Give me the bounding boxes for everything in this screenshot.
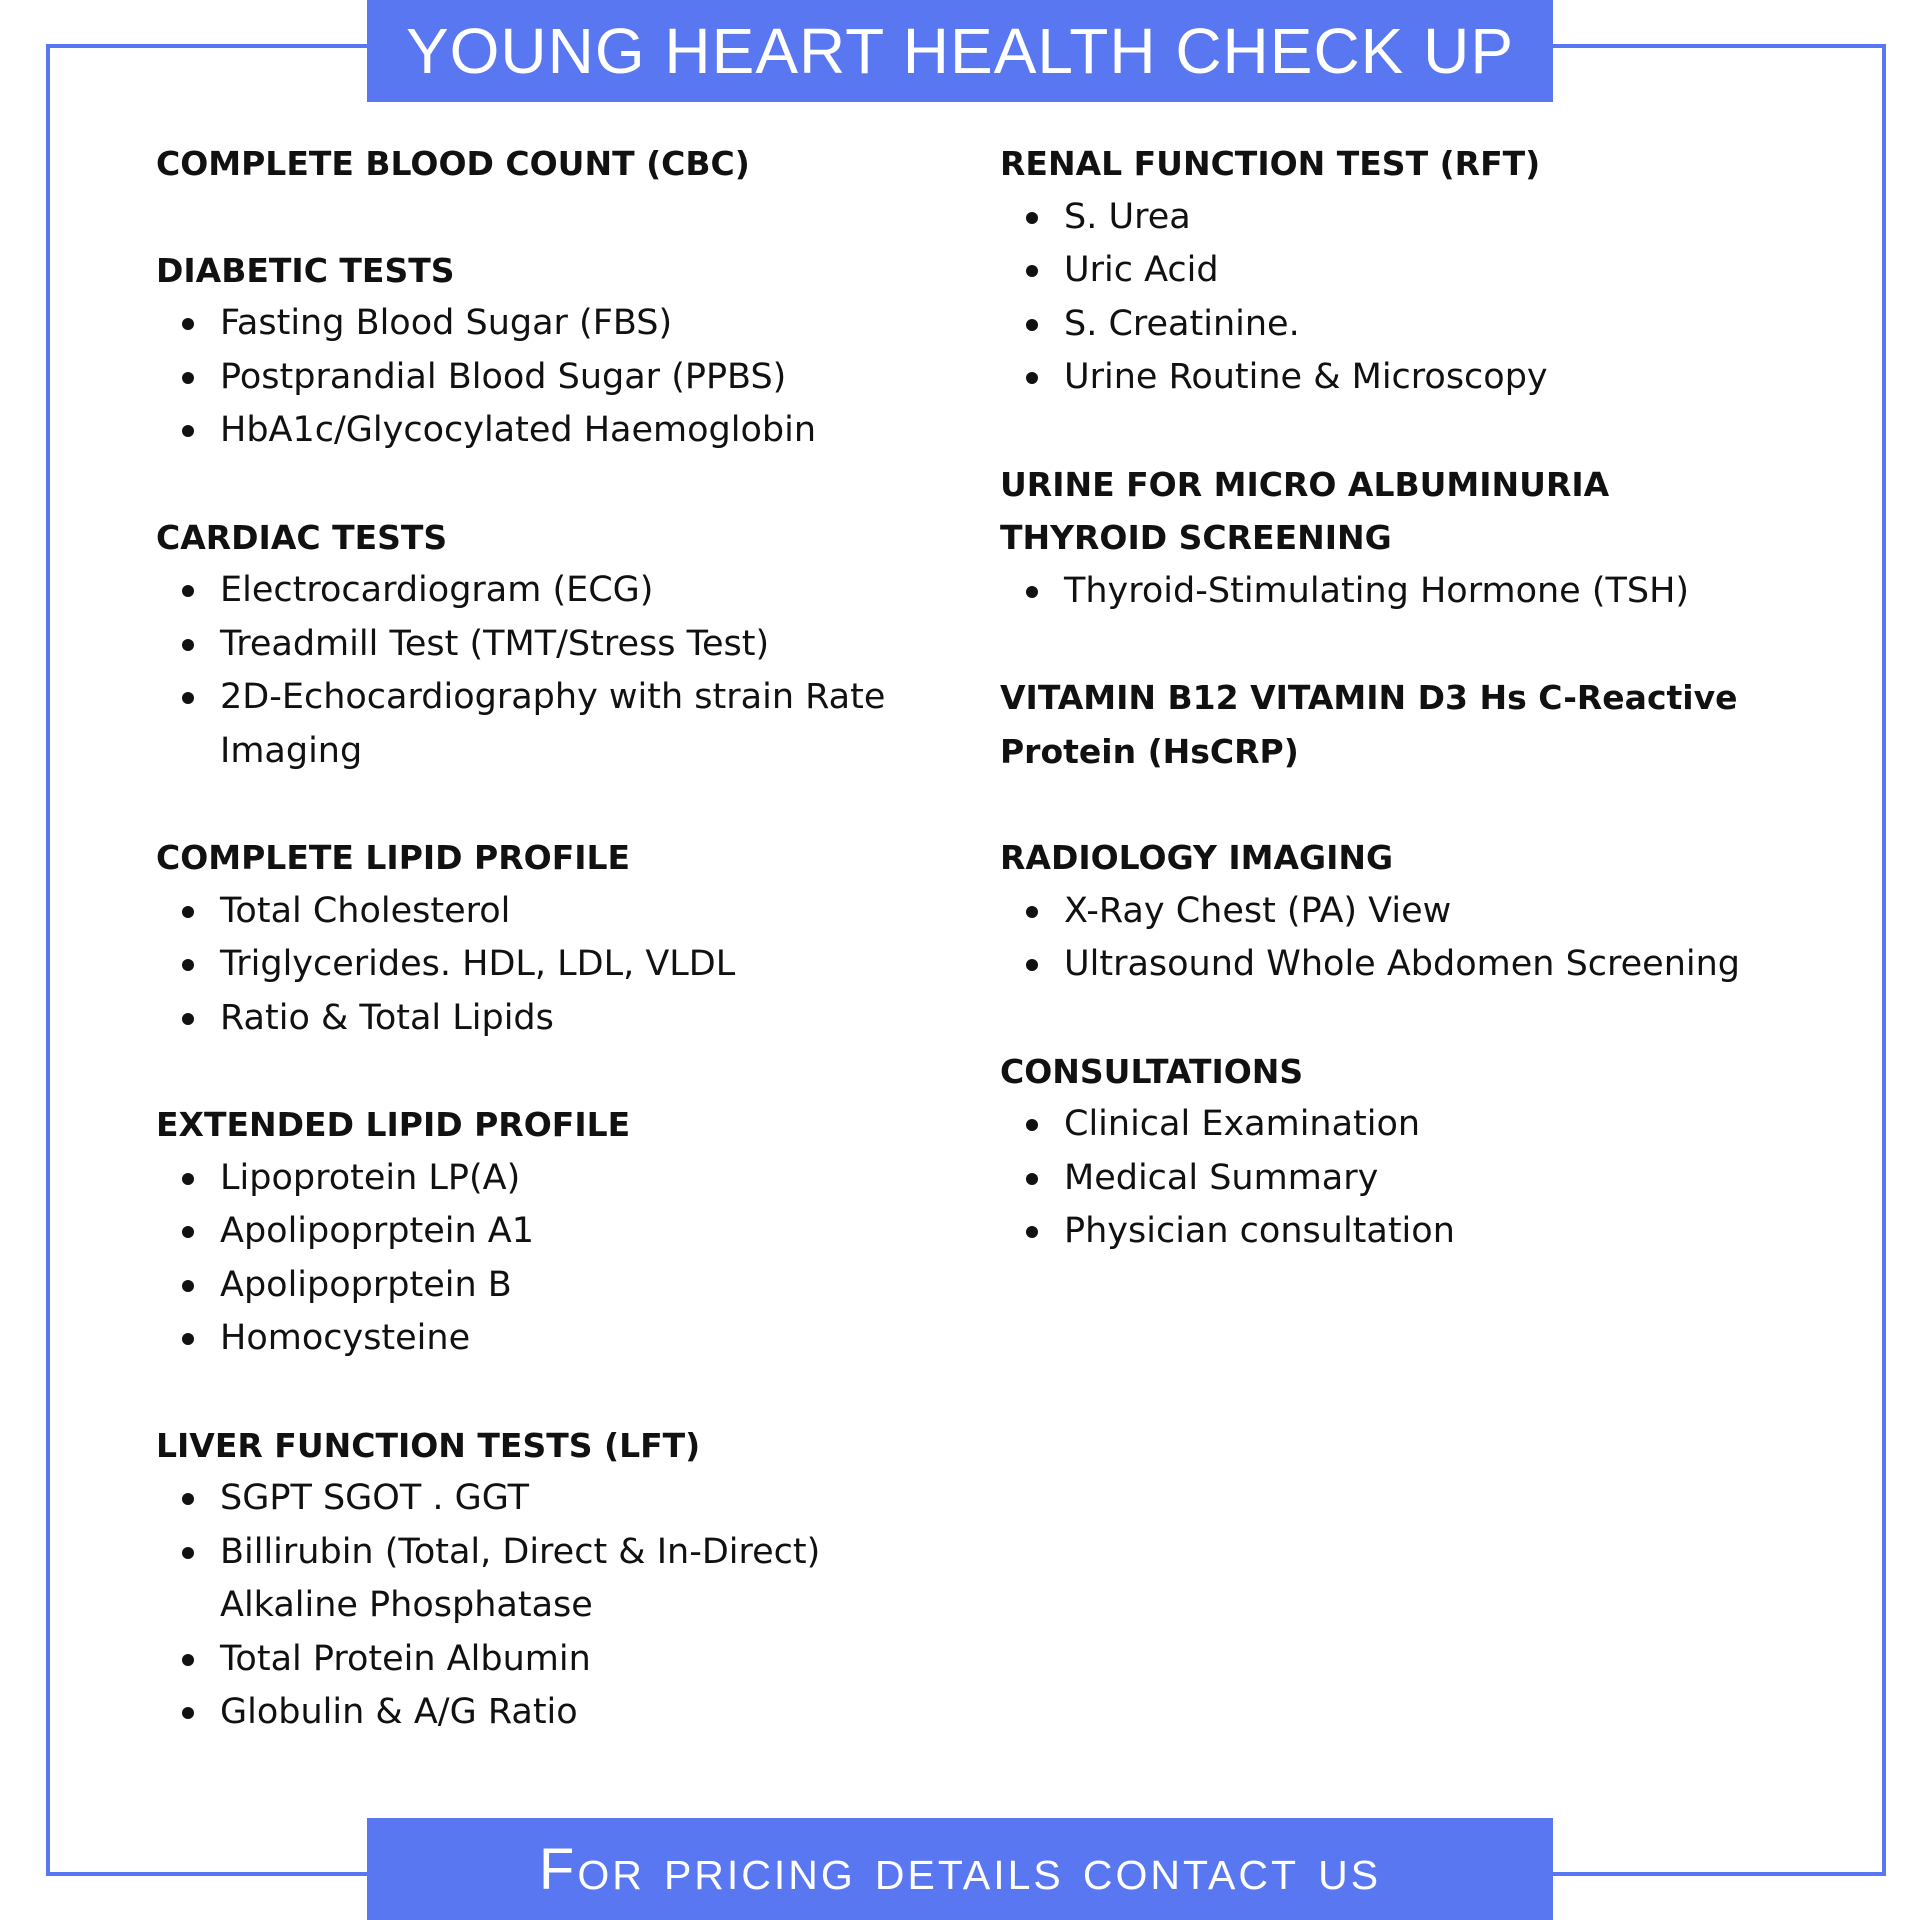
section-heading: COMPLETE BLOOD COUNT (CBC) [156, 144, 750, 183]
bullet-icon [182, 639, 194, 651]
item-list [156, 1152, 976, 1366]
bullet-icon [182, 1333, 194, 1345]
right-column [1000, 137, 1860, 1259]
list-item: X-Ray Chest (PA) View [1000, 885, 1860, 939]
bullet-icon [182, 1654, 194, 1666]
section-heading: DIABETIC TESTS [156, 250, 455, 290]
bullet-icon [182, 1707, 194, 1719]
section-heading: URINE FOR MICRO ALBUMINURIA [1000, 464, 1610, 504]
section-diabetic-tests [156, 244, 976, 458]
list-item: 2D-Echocardiography with strain Rate [156, 671, 976, 725]
bullet-icon [1026, 1173, 1038, 1185]
section-heading: THYROID SCREENING [1000, 518, 1392, 557]
bullet-icon [182, 906, 194, 918]
bullet-icon [1026, 906, 1038, 918]
list-item: Fasting Blood Sugar (FBS) [156, 297, 976, 351]
list-item: Electrocardiogram (ECG) [156, 564, 976, 618]
item-list [156, 297, 976, 458]
bullet-icon [182, 425, 194, 437]
item-list [156, 1633, 976, 1740]
footer-banner [367, 1818, 1553, 1920]
section-renal-function-test [1000, 137, 1860, 405]
list-item: Lipoprotein LP(A) [156, 1152, 976, 1206]
section-heading: RADIOLOGY IMAGING [1000, 838, 1394, 877]
item-list [156, 885, 976, 1046]
section-heading: Protein (HsCRP) [1000, 731, 1299, 771]
list-item: Ratio & Total Lipids [156, 992, 976, 1046]
list-item: SGPT SGOT . GGT [156, 1472, 976, 1526]
section-cbc [156, 137, 976, 191]
item-list [1000, 565, 1860, 619]
section-heading: VITAMIN B12 VITAMIN D3 Hs C-Reactive [1000, 678, 1738, 717]
item-list [1000, 191, 1860, 405]
list-item: Medical Summary [1000, 1152, 1860, 1206]
list-item: Total Cholesterol [156, 885, 976, 939]
section-cardiac-tests [156, 511, 976, 779]
page-title: YOUNG HEART HEALTH CHECK UP [405, 15, 1515, 87]
section-heading: COMPLETE LIPID PROFILE [156, 838, 631, 877]
section-heading: CARDIAC TESTS [156, 517, 448, 557]
list-item: HbA1c/Glycocylated Haemoglobin [156, 404, 976, 458]
bullet-icon [182, 959, 194, 971]
left-column [156, 137, 976, 1740]
list-item: Homocysteine [156, 1312, 976, 1366]
list-item: Postprandial Blood Sugar (PPBS) [156, 351, 976, 405]
section-heading: LIVER FUNCTION TESTS (LFT) [156, 1425, 701, 1465]
list-item-continuation: Imaging [220, 730, 363, 771]
list-item: Uric Acid [1000, 244, 1860, 298]
section-complete-lipid-profile [156, 831, 976, 1045]
item-list [156, 1472, 976, 1579]
list-item: Globulin & A/G Ratio [156, 1686, 976, 1740]
list-item: Total Protein Albumin [156, 1633, 976, 1687]
list-item: Clinical Examination [1000, 1098, 1860, 1152]
bullet-icon [1026, 586, 1038, 598]
bullet-icon [182, 1547, 194, 1559]
section-radiology-imaging [1000, 831, 1860, 992]
list-item: Triglycerides. HDL, LDL, VLDL [156, 938, 976, 992]
item-list [1000, 1098, 1860, 1259]
list-item: Thyroid-Stimulating Hormone (TSH) [1000, 565, 1860, 619]
section-consultations [1000, 1045, 1860, 1259]
bullet-icon [182, 585, 194, 597]
list-item: Apolipoprptein A1 [156, 1205, 976, 1259]
bullet-icon [1026, 372, 1038, 384]
item-list [1000, 885, 1860, 992]
bullet-icon [1026, 959, 1038, 971]
bullet-icon [1026, 1119, 1038, 1131]
bullet-icon [1026, 319, 1038, 331]
section-urine-thyroid [1000, 458, 1860, 619]
header-banner [367, 0, 1553, 102]
section-vitamins [1000, 671, 1860, 778]
bullet-icon [182, 1226, 194, 1238]
section-extended-lipid-profile [156, 1098, 976, 1366]
bullet-icon [1026, 212, 1038, 224]
list-item-continuation: Alkaline Phosphatase [220, 1585, 593, 1625]
bullet-icon [1026, 265, 1038, 277]
bullet-icon [182, 1013, 194, 1025]
bullet-icon [182, 372, 194, 384]
list-item: Urine Routine & Microscopy [1000, 351, 1860, 405]
contact-note: For pricing details contact us [538, 1836, 1382, 1902]
section-heading: RENAL FUNCTION TEST (RFT) [1000, 144, 1541, 183]
list-item: S. Creatinine. [1000, 298, 1860, 352]
list-item: Physician consultation [1000, 1205, 1860, 1259]
list-item: Apolipoprptein B [156, 1259, 976, 1313]
list-item: Treadmill Test (TMT/Stress Test) [156, 618, 976, 672]
item-list [156, 564, 976, 725]
bullet-icon [182, 692, 194, 704]
list-item: Billirubin (Total, Direct & In-Direct) [156, 1526, 976, 1580]
section-liver-function-tests [156, 1419, 976, 1740]
list-item: Ultrasound Whole Abdomen Screening [1000, 938, 1860, 992]
section-heading: CONSULTATIONS [1000, 1051, 1304, 1091]
bullet-icon [182, 318, 194, 330]
list-item: S. Urea [1000, 191, 1860, 245]
bullet-icon [182, 1280, 194, 1292]
bullet-icon [182, 1493, 194, 1505]
section-heading: EXTENDED LIPID PROFILE [156, 1105, 631, 1144]
bullet-icon [182, 1173, 194, 1185]
bullet-icon [1026, 1226, 1038, 1238]
